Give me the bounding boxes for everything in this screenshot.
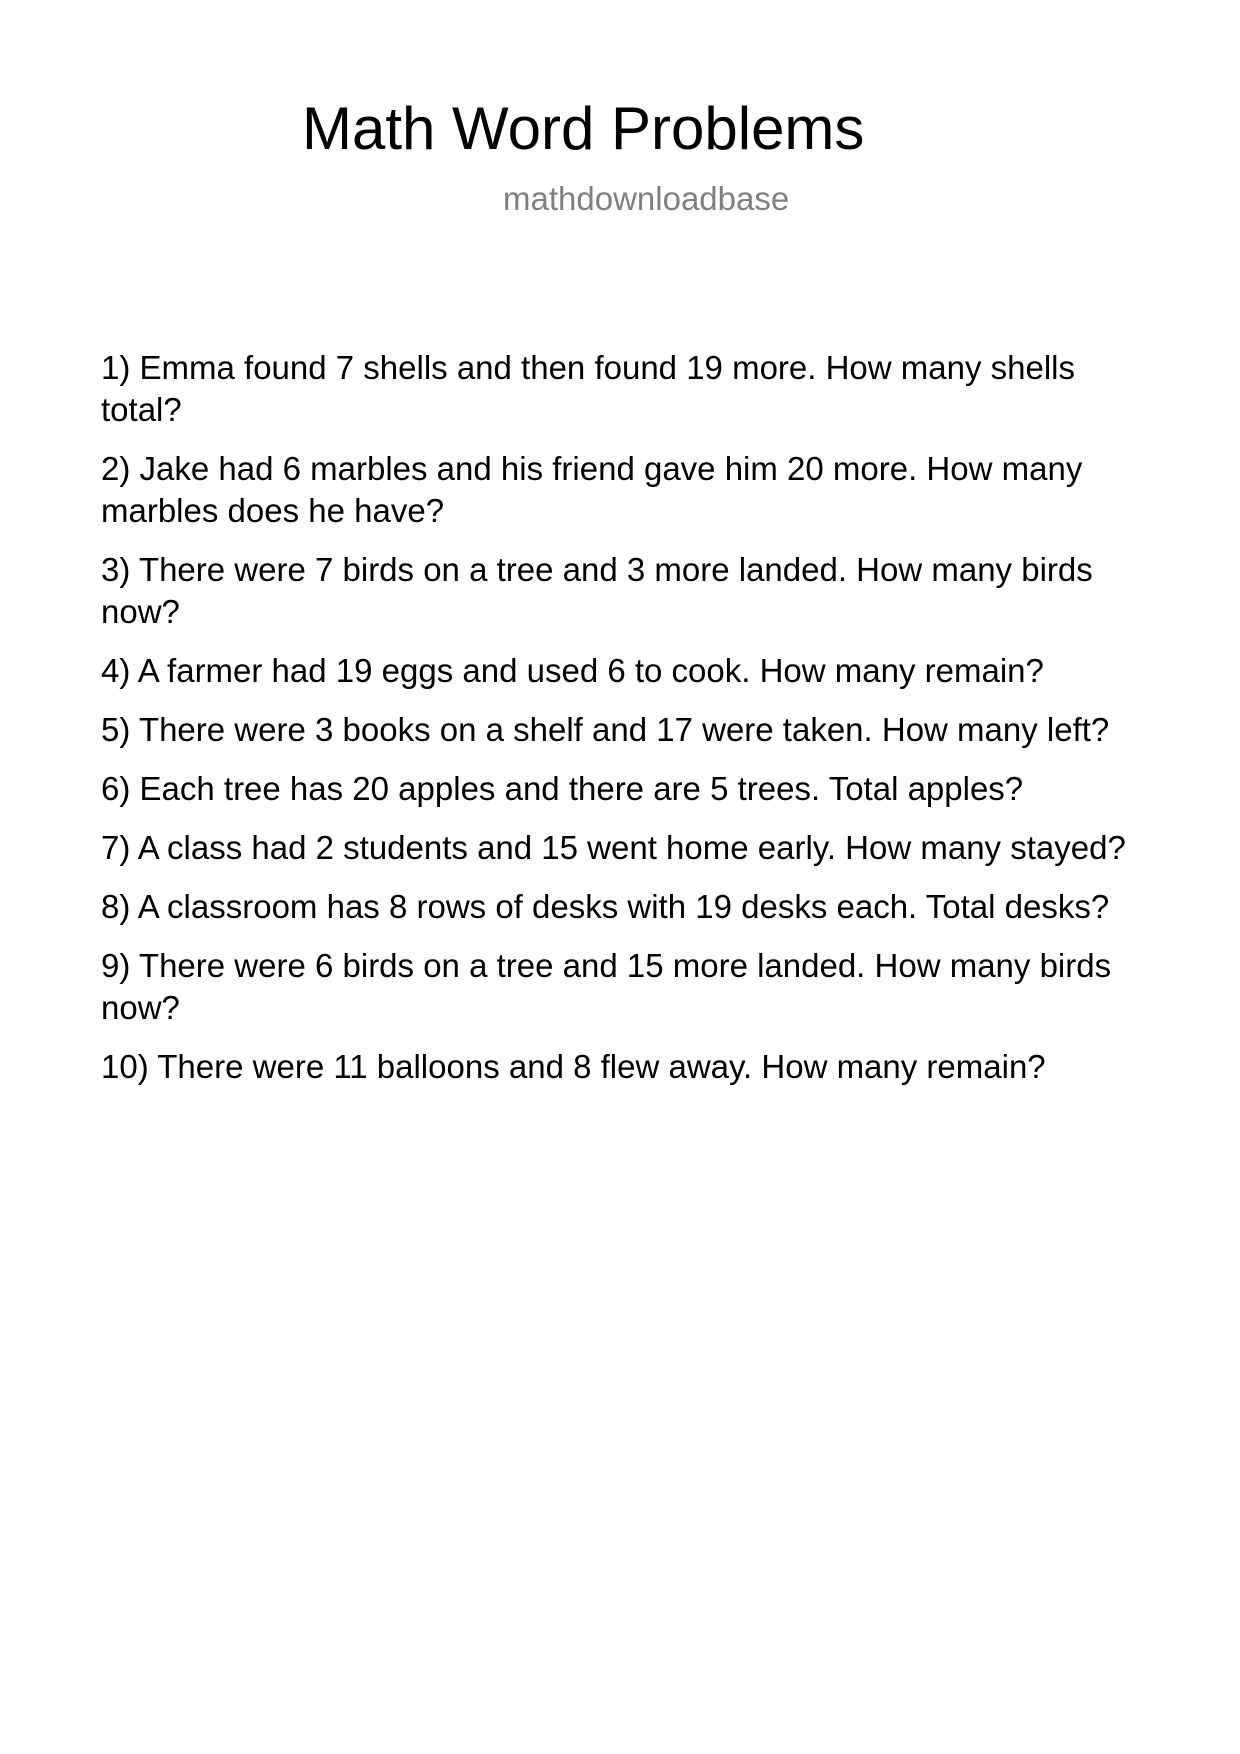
page-title: Math Word Problems <box>302 95 865 162</box>
problem-item-1: 1) Emma found 7 shells and then found 19 more. How many shells total? <box>101 349 1076 428</box>
problem-item-10: 10) There were 11 balloons and 8 flew away. How many remain? <box>101 1048 1046 1085</box>
problem-item-9: 9) There were 6 birds on a tree and 15 more landed. How many birds now? <box>101 947 1112 1026</box>
problem-item-8: 8) A classroom has 8 rows of desks with 19 desks each. Total desks? <box>101 888 1110 925</box>
problem-item-4: 4) A farmer had 19 eggs and used 6 to cook. How many remain? <box>101 652 1044 689</box>
problem-item-5: 5) There were 3 books on a shelf and 17 were taken. How many left? <box>101 711 1110 748</box>
problem-item-6: 6) Each tree has 20 apples and there are 5 trees. Total apples? <box>101 770 1024 807</box>
problem-list <box>101 347 1161 1088</box>
problem-item-3: 3) There were 7 birds on a tree and 3 more landed. How many birds now? <box>101 551 1093 630</box>
page-subtitle: mathdownloadbase <box>503 180 790 217</box>
problem-item-7: 7) A class had 2 students and 15 went home early. How many stayed? <box>101 829 1126 866</box>
problem-item-2: 2) Jake had 6 marbles and his friend gave him 20 more. How many marbles does he have? <box>101 450 1083 529</box>
